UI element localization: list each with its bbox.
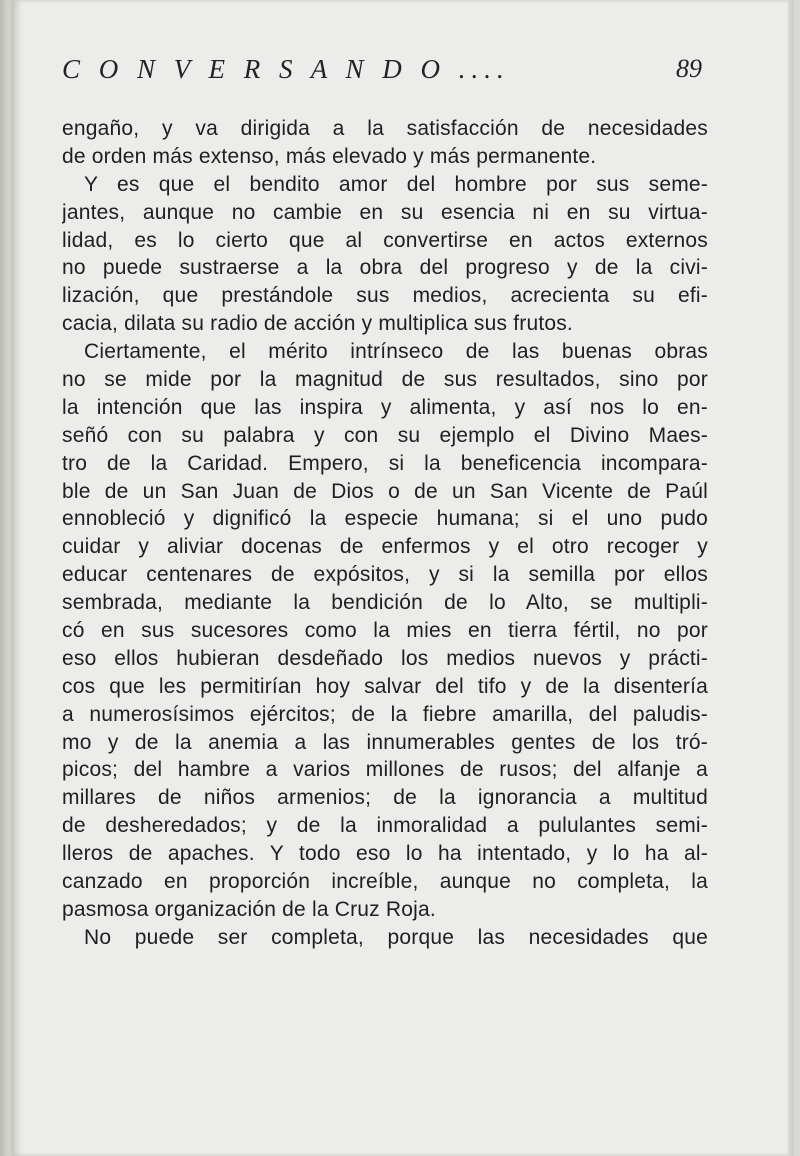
text-line: sembrada, mediante la bendición de lo Alto, se multipli- (62, 591, 708, 615)
text-line: engaño, y va dirigida a la satisfacción de necesidades (62, 117, 708, 140)
text-line: có en sus sucesores como la mies en tierra fértil, no por (62, 619, 708, 643)
text-line: pasmosa organización de la Cruz Roja. (62, 897, 436, 921)
text-line: señó con su palabra y con su ejemplo el Divino Maes- (62, 423, 708, 447)
text-line: tro de la Caridad. Empero, si la beneficencia incompara- (62, 451, 708, 475)
text-line: de orden más extenso, más elevado y más permanente. (62, 144, 597, 168)
text-line: cacia, dilata su radio de acción y multiplica sus frutos. (62, 312, 573, 336)
text-line: de desheredados; y de la inmoralidad a pululantes semi- (62, 814, 708, 838)
text-line: cuidar y aliviar docenas de enfermos y el otro recoger y (62, 535, 708, 559)
text-line: lización, que prestándole sus medios, acrecienta su efi- (62, 284, 708, 308)
text-line: ble de un San Juan de Dios o de un San Vicente de Paúl (62, 479, 708, 503)
text-line: educar centenares de expósitos, y si la semilla por ellos (62, 563, 708, 587)
paragraph-start-line: No puede ser completa, porque las necesidades que (84, 925, 708, 949)
text-line: millares de niños armenios; de la ignorancia a multitud (62, 786, 708, 810)
text-line: lleros de apaches. Y todo eso lo ha intentado, y lo ha al- (62, 842, 708, 866)
book-gutter (0, 0, 14, 1156)
text-line: picos; del hambre a varios millones de rusos; del alfanje a (62, 758, 708, 782)
page-number: 89 (676, 54, 702, 83)
running-header (62, 54, 702, 90)
body-text (62, 115, 708, 952)
paragraph-start-line: Ciertamente, el mérito intrínseco de las buenas obras (84, 340, 708, 364)
text-line: no se mide por la magnitud de sus resultados, sino por (62, 368, 708, 392)
text-line: eso ellos hubieran desdeñado los medios nuevos y prácti- (62, 646, 708, 670)
text-line: no puede sustraerse a la obra del progreso y de la civi- (62, 256, 708, 280)
text-line: a numerosísimos ejércitos; de la fiebre amarilla, del paludis- (62, 702, 708, 726)
running-title: C O N V E R S A N D O .... (62, 54, 510, 84)
text-line: mo y de la anemia a las innumerables gentes de los tró- (62, 730, 708, 754)
text-line: la intención que las inspira y alimenta, y así nos lo en- (62, 395, 708, 419)
text-line: ennobleció y dignificó la especie humana; si el uno pudo (62, 507, 708, 531)
paragraph-start-line: Y es que el bendito amor del hombre por sus seme- (84, 172, 708, 196)
page-edge (788, 0, 794, 1156)
text-line: cos que les permitirían hoy salvar del tifo y de la disentería (62, 674, 708, 698)
text-line: canzado en proporción increíble, aunque no completa, la (62, 870, 708, 894)
text-line: lidad, es lo cierto que al convertirse en actos externos (62, 228, 708, 252)
text-line: jantes, aunque no cambie en su esencia ni en su virtua- (62, 200, 708, 224)
